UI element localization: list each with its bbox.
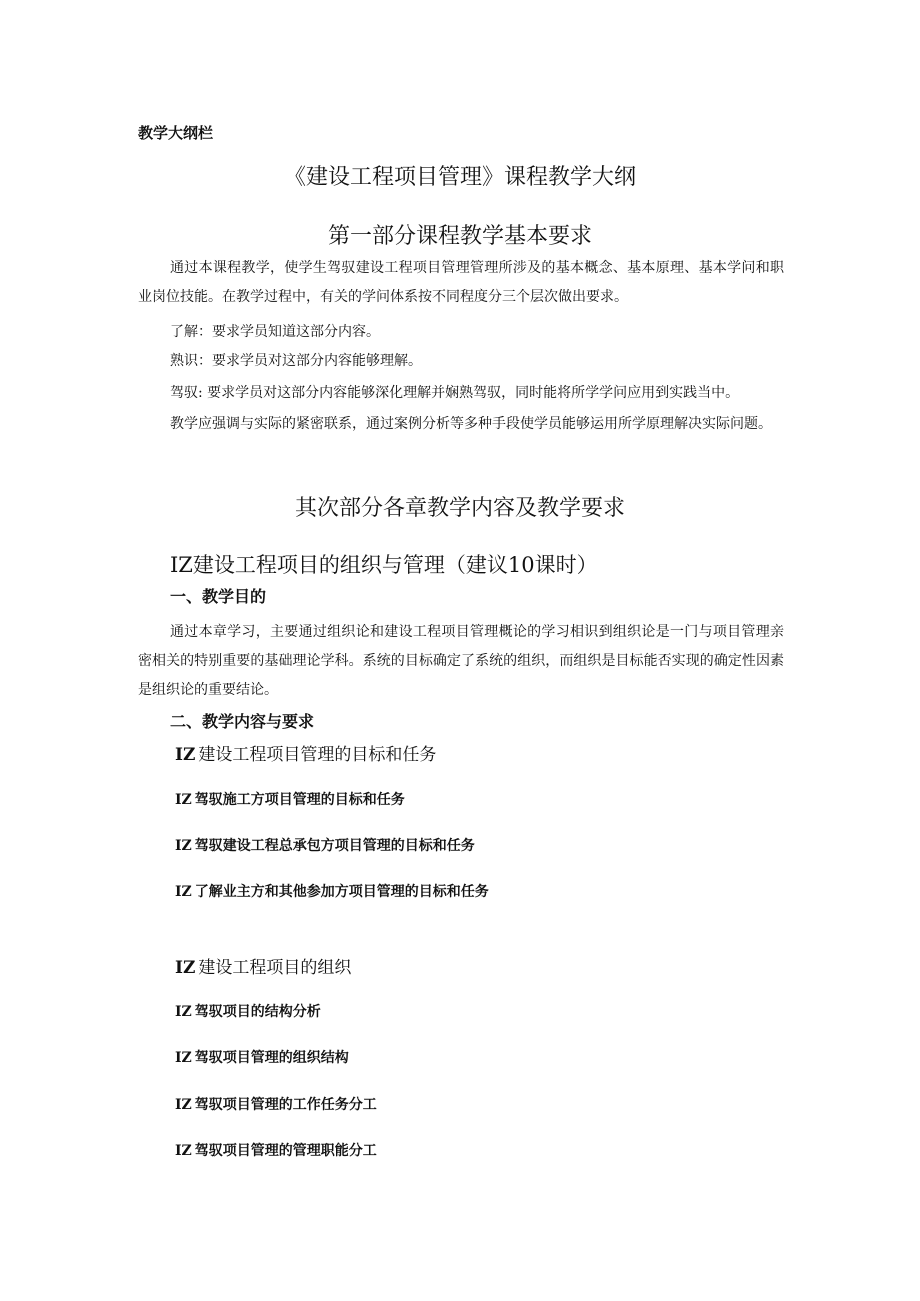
item-prefix: IZ <box>175 1143 192 1159</box>
item-prefix: IZ <box>175 792 192 808</box>
section-prefix: IZ <box>175 745 196 765</box>
item-text: 驾驭项目管理的组织结构 <box>194 1050 349 1066</box>
part1-title: 第一部分课程教学基本要求 <box>327 224 592 249</box>
list-item <box>175 836 475 856</box>
item-text: 驾驭施工方项目管理的目标和任务 <box>194 792 405 808</box>
item-prefix: IZ <box>175 884 192 900</box>
section-title-text: 建设工程项目的组织 <box>198 958 352 978</box>
item-text: 驾驭项目管理的工作任务分工 <box>194 1097 377 1113</box>
item-prefix: IZ <box>175 1004 192 1020</box>
level-familiar: 熟识：要求学员对这部分内容能够理解。 <box>170 353 422 369</box>
section-title <box>175 956 351 980</box>
objective-paragraph: 通过本章学习，主要通过组织论和建设工程项目管理概论的学习相识到组织论是一门与项目管理亲密相关的特别重要的基础理论学科。系统的目标确定了系统的组织，而组织是目标能否实现的确定性因素是组织论的重要结论。 <box>138 624 784 698</box>
level-understand: 了解：要求学员知道这部分内容。 <box>170 324 380 340</box>
list-item <box>175 1095 377 1115</box>
list-item <box>175 882 489 902</box>
objective-heading: 一、教学目的 <box>170 587 267 606</box>
level-master: 驾驭: 要求学员对这部分内容能够深化理解并娴熟驾驭，同时能将所学学问应用到实践当中。 <box>170 385 740 401</box>
item-text: 了解业主方和其他参加方项目管理的目标和任务 <box>194 884 489 900</box>
item-prefix: IZ <box>175 838 192 854</box>
course-title: 《建设工程项目管理》课程教学大纲 <box>283 165 636 190</box>
item-text: 驾驭建设工程总承包方项目管理的目标和任务 <box>194 838 475 854</box>
header-label: 教学大纲栏 <box>138 124 214 142</box>
section-title-text: 建设工程项目管理的目标和任务 <box>198 745 437 765</box>
item-prefix: IZ <box>175 1050 192 1066</box>
practice-paragraph: 教学应强调与实际的紧密联系，通过案例分析等多种手段使学员能够运用所学原理解决实际问题。 <box>170 416 772 432</box>
item-text: 驾驭项目的结构分析 <box>194 1004 321 1020</box>
item-text: 驾驭项目管理的管理职能分工 <box>194 1143 377 1159</box>
list-item <box>175 1002 321 1022</box>
content-heading: 二、教学内容与要求 <box>170 712 315 731</box>
intro-paragraph: 通过本课程教学，使学生驾驭建设工程项目管理管理所涉及的基本概念、基本原理、基本学问和职业岗位技能。在教学过程中，有关的学问体系按不同程度分三个层次做出要求。 <box>138 260 784 305</box>
chapter-title: IZ建设工程项目的组织与管理（建议10课时） <box>170 553 598 577</box>
list-item <box>175 1141 377 1161</box>
section-title <box>175 743 436 767</box>
section-prefix: IZ <box>175 958 196 978</box>
item-prefix: IZ <box>175 1097 192 1113</box>
list-item <box>175 1048 349 1068</box>
part2-title: 其次部分各章教学内容及教学要求 <box>294 496 625 521</box>
list-item <box>175 790 405 810</box>
